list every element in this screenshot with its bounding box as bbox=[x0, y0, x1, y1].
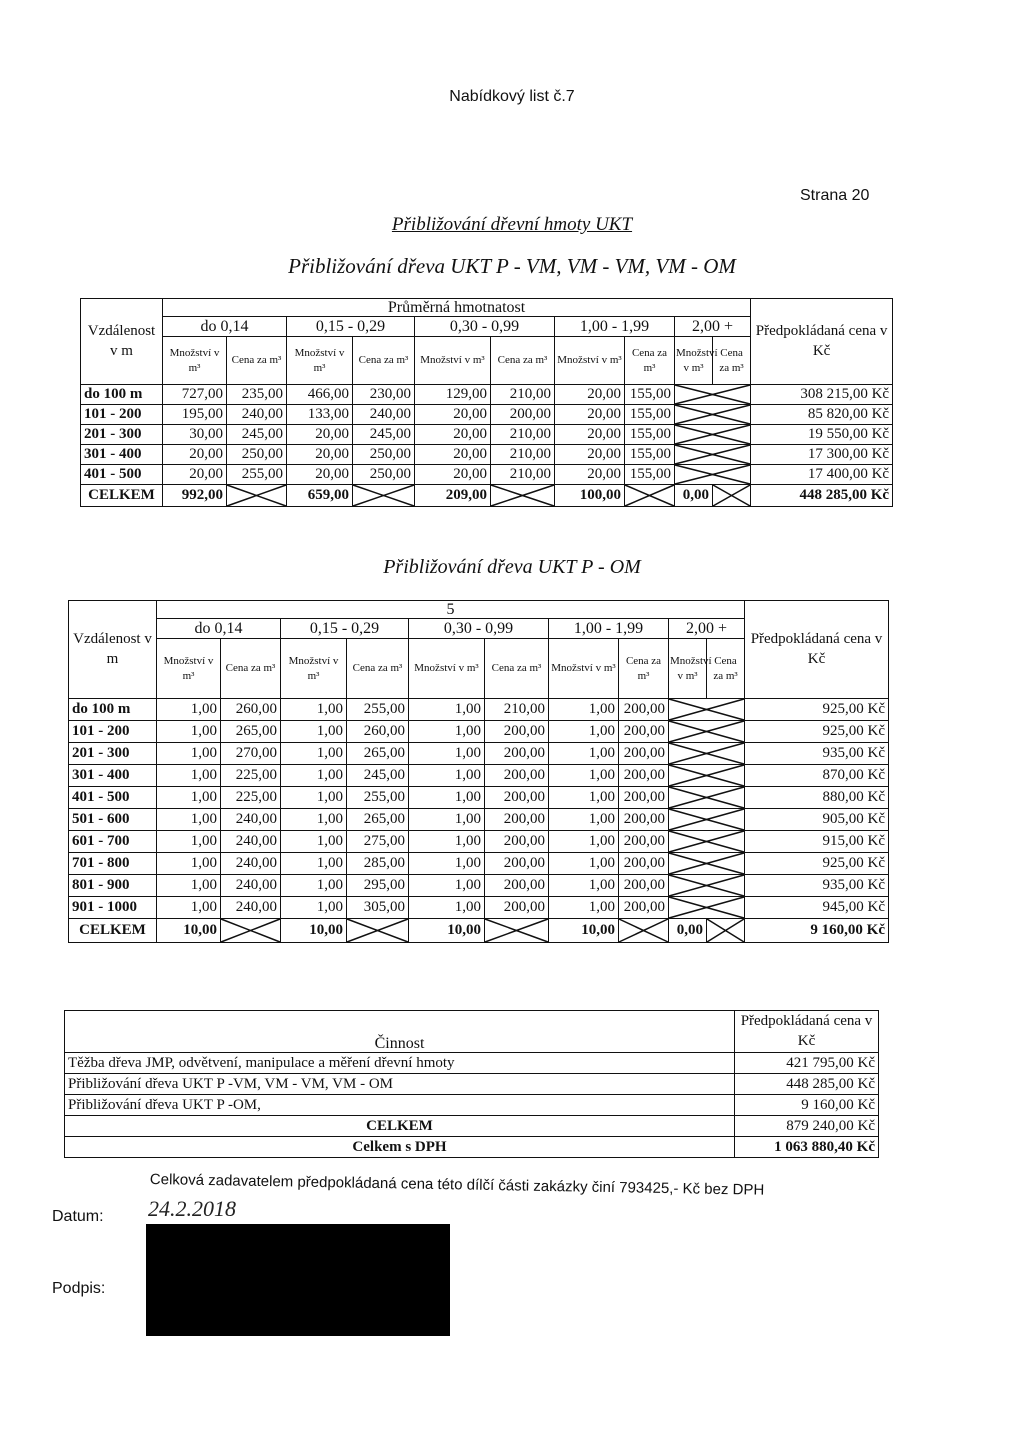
celkem-label: CELKEM bbox=[69, 919, 157, 943]
price-cell: 265,00 bbox=[347, 809, 409, 831]
quantity-cell: 129,00 bbox=[415, 385, 491, 405]
table-row bbox=[81, 425, 893, 445]
price-cell: 200,00 bbox=[619, 897, 669, 919]
quantity-cell: 466,00 bbox=[287, 385, 353, 405]
price-cell: 200,00 bbox=[619, 787, 669, 809]
summary-row-label: Těžba dřeva JMP, odvětvení, manipulace a měření dřevní hmoty bbox=[65, 1053, 735, 1074]
distance-cell: 501 - 600 bbox=[69, 809, 157, 831]
empty-cell-cross bbox=[675, 425, 751, 445]
celkem-label: CELKEM bbox=[81, 485, 163, 507]
quantity-cell: 1,00 bbox=[281, 743, 347, 765]
summary-row bbox=[65, 1095, 879, 1116]
quantity-cell: 1,00 bbox=[549, 875, 619, 897]
summary-row bbox=[65, 1074, 879, 1095]
qty-header: Množství v m³ bbox=[409, 639, 485, 699]
price-cell: 260,00 bbox=[347, 721, 409, 743]
price-cell: 245,00 bbox=[347, 765, 409, 787]
class-header: do 0,14 bbox=[157, 619, 281, 639]
price-cell: 210,00 bbox=[491, 385, 555, 405]
price-cell: 260,00 bbox=[221, 699, 281, 721]
price-cell: 240,00 bbox=[221, 875, 281, 897]
qty-header: Množství v m³ bbox=[549, 639, 619, 699]
quantity-cell: 1,00 bbox=[157, 831, 221, 853]
quantity-cell: 727,00 bbox=[163, 385, 227, 405]
table-row bbox=[69, 765, 889, 787]
price-cell: 200,00 bbox=[619, 765, 669, 787]
qty-header: Množství v m³ bbox=[281, 639, 347, 699]
table-row bbox=[69, 743, 889, 765]
price-header: Cena za m³ bbox=[707, 639, 745, 699]
quantity-cell: 20,00 bbox=[555, 445, 625, 465]
price-cell: 225,00 bbox=[221, 787, 281, 809]
price-cell: 270,00 bbox=[221, 743, 281, 765]
price-cell: 240,00 bbox=[227, 405, 287, 425]
redacted-signature-block bbox=[146, 1224, 450, 1336]
quantity-cell: 20,00 bbox=[287, 465, 353, 485]
summary-price-header: Předpokládaná cena v Kč bbox=[735, 1011, 879, 1053]
empty-cell-cross bbox=[669, 765, 745, 787]
quantity-cell: 1,00 bbox=[157, 765, 221, 787]
page-number: Strana 20 bbox=[800, 187, 870, 204]
empty-cell-cross bbox=[619, 919, 669, 943]
total-cell: 17 400,00 Kč bbox=[751, 465, 893, 485]
total-cell: 945,00 Kč bbox=[745, 897, 889, 919]
datum-label: Datum: bbox=[52, 1208, 104, 1225]
price-cell: 305,00 bbox=[347, 897, 409, 919]
summary-row-label: Přibližování dřeva UKT P -VM, VM - VM, VM - OM bbox=[65, 1074, 735, 1095]
empty-cell-cross bbox=[347, 919, 409, 943]
total-cell: 308 215,00 Kč bbox=[751, 385, 893, 405]
qty-header: Množství v m³ bbox=[157, 639, 221, 699]
quantity-cell: 20,00 bbox=[287, 425, 353, 445]
quantity-cell: 20,00 bbox=[415, 405, 491, 425]
price-cell: 200,00 bbox=[619, 743, 669, 765]
price-note: Celková zadavatelem předpokládaná cena této dílčí části zakázky činí 793425,- Kč bez DPH bbox=[149, 1171, 765, 1199]
celkem-quantity: 209,00 bbox=[415, 485, 491, 507]
price-cell: 275,00 bbox=[347, 831, 409, 853]
celkem-quantity: 10,00 bbox=[157, 919, 221, 943]
price-cell: 245,00 bbox=[353, 425, 415, 445]
price-cell: 240,00 bbox=[353, 405, 415, 425]
quantity-cell: 1,00 bbox=[409, 787, 485, 809]
price-cell: 235,00 bbox=[227, 385, 287, 405]
price-cell: 255,00 bbox=[227, 465, 287, 485]
empty-cell-cross bbox=[707, 919, 745, 943]
total-cell: 935,00 Kč bbox=[745, 875, 889, 897]
price-cell: 240,00 bbox=[221, 831, 281, 853]
quantity-cell: 1,00 bbox=[281, 875, 347, 897]
distance-cell: 101 - 200 bbox=[69, 721, 157, 743]
distance-cell: 801 - 900 bbox=[69, 875, 157, 897]
empty-cell-cross bbox=[669, 787, 745, 809]
total-cell: 17 300,00 Kč bbox=[751, 445, 893, 465]
empty-cell-cross bbox=[485, 919, 549, 943]
celkem-quantity: 0,00 bbox=[669, 919, 707, 943]
price-header: Cena za m³ bbox=[347, 639, 409, 699]
price-cell: 155,00 bbox=[625, 405, 675, 425]
quantity-cell: 1,00 bbox=[281, 721, 347, 743]
empty-cell-cross bbox=[675, 385, 751, 405]
price-cell: 200,00 bbox=[485, 897, 549, 919]
empty-cell-cross bbox=[491, 485, 555, 507]
celkem-quantity: 0,00 bbox=[675, 485, 713, 507]
table2-subtitle: Přibližování dřeva UKT P - OM bbox=[383, 556, 641, 578]
price-cell: 240,00 bbox=[221, 809, 281, 831]
class-header: 0,30 - 0,99 bbox=[409, 619, 549, 639]
distance-cell: 401 - 500 bbox=[81, 465, 163, 485]
distance-cell: 901 - 1000 bbox=[69, 897, 157, 919]
price-cell: 200,00 bbox=[619, 809, 669, 831]
celkem-quantity: 992,00 bbox=[163, 485, 227, 507]
quantity-cell: 20,00 bbox=[415, 425, 491, 445]
quantity-cell: 1,00 bbox=[409, 699, 485, 721]
distance-cell: 201 - 300 bbox=[81, 425, 163, 445]
price-cell: 155,00 bbox=[625, 425, 675, 445]
quantity-cell: 1,00 bbox=[157, 743, 221, 765]
quantity-cell: 1,00 bbox=[409, 743, 485, 765]
distance-cell: do 100 m bbox=[81, 385, 163, 405]
price-header: Cena za m³ bbox=[353, 337, 415, 385]
distance-cell: 301 - 400 bbox=[69, 765, 157, 787]
distance-cell: do 100 m bbox=[69, 699, 157, 721]
quantity-cell: 1,00 bbox=[281, 809, 347, 831]
class-header: 1,00 - 1,99 bbox=[549, 619, 669, 639]
price-cell: 250,00 bbox=[353, 465, 415, 485]
class-header: 0,15 - 0,29 bbox=[287, 317, 415, 337]
price-cell: 200,00 bbox=[485, 787, 549, 809]
empty-cell-cross bbox=[713, 485, 751, 507]
quantity-cell: 1,00 bbox=[409, 875, 485, 897]
price-cell: 200,00 bbox=[485, 743, 549, 765]
price-cell: 210,00 bbox=[491, 445, 555, 465]
quantity-cell: 1,00 bbox=[409, 721, 485, 743]
price-cell: 200,00 bbox=[485, 875, 549, 897]
price-cell: 285,00 bbox=[347, 853, 409, 875]
empty-cell-cross bbox=[227, 485, 287, 507]
empty-cell-cross bbox=[669, 809, 745, 831]
price-cell: 250,00 bbox=[227, 445, 287, 465]
price-header: Cena za m³ bbox=[625, 337, 675, 385]
celkem-quantity: 10,00 bbox=[409, 919, 485, 943]
table1-subtitle: Přibližování dřeva UKT P - VM, VM - VM, VM - OM bbox=[288, 254, 736, 278]
table1 bbox=[80, 298, 893, 507]
quantity-cell: 1,00 bbox=[409, 765, 485, 787]
quantity-cell: 20,00 bbox=[555, 405, 625, 425]
distance-cell: 201 - 300 bbox=[69, 743, 157, 765]
qty-header: Množství v m³ bbox=[287, 337, 353, 385]
distance-cell: 401 - 500 bbox=[69, 787, 157, 809]
sheet-title: Nabídkový list č.7 bbox=[449, 88, 575, 105]
price-cell: 200,00 bbox=[485, 809, 549, 831]
total-cell: 915,00 Kč bbox=[745, 831, 889, 853]
quantity-cell: 20,00 bbox=[555, 465, 625, 485]
group-header: Průměrná hmotnatost bbox=[163, 299, 751, 317]
quantity-cell: 20,00 bbox=[163, 465, 227, 485]
quantity-cell: 1,00 bbox=[409, 809, 485, 831]
price-cell: 230,00 bbox=[353, 385, 415, 405]
price-cell: 200,00 bbox=[485, 765, 549, 787]
summary-table bbox=[64, 1010, 879, 1158]
table-row bbox=[69, 787, 889, 809]
celkem-quantity: 100,00 bbox=[555, 485, 625, 507]
empty-cell-cross bbox=[669, 875, 745, 897]
activity-header: Činnost bbox=[65, 1011, 735, 1053]
distance-cell: 301 - 400 bbox=[81, 445, 163, 465]
table-row bbox=[81, 385, 893, 405]
empty-cell-cross bbox=[221, 919, 281, 943]
quantity-cell: 20,00 bbox=[163, 445, 227, 465]
quantity-cell: 1,00 bbox=[281, 831, 347, 853]
quantity-cell: 1,00 bbox=[281, 787, 347, 809]
quantity-cell: 1,00 bbox=[549, 721, 619, 743]
table-row bbox=[69, 853, 889, 875]
celkem-quantity: 10,00 bbox=[281, 919, 347, 943]
distance-header: Vzdálenost v m bbox=[81, 299, 163, 385]
quantity-cell: 1,00 bbox=[281, 897, 347, 919]
class-header: 2,00 + bbox=[675, 317, 751, 337]
summary-row-label: Přibližování dřeva UKT P -OM, bbox=[65, 1095, 735, 1116]
celkem-total: 448 285,00 Kč bbox=[751, 485, 893, 507]
celkem-quantity: 659,00 bbox=[287, 485, 353, 507]
table-row bbox=[69, 721, 889, 743]
distance-cell: 601 - 700 bbox=[69, 831, 157, 853]
summary-row-value: 421 795,00 Kč bbox=[735, 1053, 879, 1074]
summary-celkem-value: 879 240,00 Kč bbox=[735, 1116, 879, 1137]
quantity-cell: 1,00 bbox=[549, 809, 619, 831]
total-header: Předpokládaná cena v Kč bbox=[745, 601, 889, 699]
empty-cell-cross bbox=[669, 699, 745, 721]
price-cell: 250,00 bbox=[353, 445, 415, 465]
empty-cell-cross bbox=[669, 831, 745, 853]
price-header: Cena za m³ bbox=[227, 337, 287, 385]
quantity-cell: 30,00 bbox=[163, 425, 227, 445]
price-cell: 200,00 bbox=[491, 405, 555, 425]
distance-cell: 101 - 200 bbox=[81, 405, 163, 425]
empty-cell-cross bbox=[669, 721, 745, 743]
quantity-cell: 1,00 bbox=[549, 897, 619, 919]
empty-cell-cross bbox=[675, 445, 751, 465]
price-cell: 265,00 bbox=[347, 743, 409, 765]
celkem-row bbox=[69, 919, 889, 943]
section-title: Přibližování dřevní hmoty UKT bbox=[391, 214, 633, 235]
total-cell: 880,00 Kč bbox=[745, 787, 889, 809]
price-cell: 200,00 bbox=[619, 699, 669, 721]
quantity-cell: 1,00 bbox=[549, 765, 619, 787]
price-cell: 155,00 bbox=[625, 385, 675, 405]
quantity-cell: 1,00 bbox=[549, 699, 619, 721]
table-row bbox=[69, 897, 889, 919]
quantity-cell: 1,00 bbox=[157, 875, 221, 897]
summary-row-value: 9 160,00 Kč bbox=[735, 1095, 879, 1116]
handwritten-date: 24.2.2018 bbox=[148, 1196, 236, 1221]
price-cell: 255,00 bbox=[347, 787, 409, 809]
quantity-cell: 1,00 bbox=[409, 853, 485, 875]
price-cell: 155,00 bbox=[625, 445, 675, 465]
empty-cell-cross bbox=[353, 485, 415, 507]
quantity-cell: 20,00 bbox=[555, 385, 625, 405]
quantity-cell: 1,00 bbox=[281, 765, 347, 787]
quantity-cell: 20,00 bbox=[287, 445, 353, 465]
quantity-cell: 1,00 bbox=[549, 853, 619, 875]
quantity-cell: 1,00 bbox=[157, 787, 221, 809]
class-header: do 0,14 bbox=[163, 317, 287, 337]
total-cell: 935,00 Kč bbox=[745, 743, 889, 765]
price-cell: 210,00 bbox=[491, 425, 555, 445]
quantity-cell: 1,00 bbox=[157, 721, 221, 743]
price-cell: 265,00 bbox=[221, 721, 281, 743]
price-cell: 240,00 bbox=[221, 853, 281, 875]
empty-cell-cross bbox=[669, 853, 745, 875]
table-row bbox=[81, 465, 893, 485]
total-cell: 925,00 Kč bbox=[745, 853, 889, 875]
table-row bbox=[81, 445, 893, 465]
price-header: Cena za m³ bbox=[619, 639, 669, 699]
price-cell: 200,00 bbox=[485, 831, 549, 853]
price-cell: 210,00 bbox=[485, 699, 549, 721]
quantity-cell: 1,00 bbox=[157, 853, 221, 875]
price-header: Cena za m³ bbox=[713, 337, 751, 385]
table-row bbox=[69, 809, 889, 831]
price-cell: 200,00 bbox=[619, 853, 669, 875]
total-cell: 925,00 Kč bbox=[745, 721, 889, 743]
price-cell: 240,00 bbox=[221, 897, 281, 919]
empty-cell-cross bbox=[625, 485, 675, 507]
quantity-cell: 1,00 bbox=[157, 809, 221, 831]
table-row bbox=[69, 831, 889, 853]
total-cell: 19 550,00 Kč bbox=[751, 425, 893, 445]
celkem-quantity: 10,00 bbox=[549, 919, 619, 943]
table2 bbox=[68, 600, 889, 943]
price-cell: 245,00 bbox=[227, 425, 287, 445]
summary-dph-value: 1 063 880,40 Kč bbox=[735, 1137, 879, 1158]
price-header: Cena za m³ bbox=[485, 639, 549, 699]
price-cell: 200,00 bbox=[619, 875, 669, 897]
price-cell: 225,00 bbox=[221, 765, 281, 787]
class-header: 2,00 + bbox=[669, 619, 745, 639]
quantity-cell: 1,00 bbox=[549, 787, 619, 809]
quantity-cell: 1,00 bbox=[409, 831, 485, 853]
summary-row bbox=[65, 1053, 879, 1074]
total-cell: 925,00 Kč bbox=[745, 699, 889, 721]
quantity-cell: 195,00 bbox=[163, 405, 227, 425]
empty-cell-cross bbox=[669, 897, 745, 919]
price-cell: 200,00 bbox=[619, 721, 669, 743]
price-header: Cena za m³ bbox=[221, 639, 281, 699]
class-header: 0,15 - 0,29 bbox=[281, 619, 409, 639]
distance-header: Vzdálenost v m bbox=[69, 601, 157, 699]
celkem-row bbox=[81, 485, 893, 507]
quantity-cell: 133,00 bbox=[287, 405, 353, 425]
table-row bbox=[69, 875, 889, 897]
summary-celkem-label: CELKEM bbox=[65, 1116, 735, 1137]
price-cell: 210,00 bbox=[491, 465, 555, 485]
quantity-cell: 1,00 bbox=[157, 699, 221, 721]
quantity-cell: 1,00 bbox=[549, 831, 619, 853]
total-cell: 85 820,00 Kč bbox=[751, 405, 893, 425]
quantity-cell: 1,00 bbox=[281, 699, 347, 721]
summary-dph-label: Celkem s DPH bbox=[65, 1137, 735, 1158]
table-row bbox=[69, 699, 889, 721]
quantity-cell: 1,00 bbox=[409, 897, 485, 919]
celkem-total: 9 160,00 Kč bbox=[745, 919, 889, 943]
qty-header: Množství v m³ bbox=[415, 337, 491, 385]
quantity-cell: 1,00 bbox=[549, 743, 619, 765]
qty-header: Množství v m³ bbox=[675, 337, 713, 385]
distance-cell: 701 - 800 bbox=[69, 853, 157, 875]
total-cell: 905,00 Kč bbox=[745, 809, 889, 831]
price-cell: 295,00 bbox=[347, 875, 409, 897]
qty-header: Množství v m³ bbox=[669, 639, 707, 699]
empty-cell-cross bbox=[669, 743, 745, 765]
price-cell: 155,00 bbox=[625, 465, 675, 485]
price-cell: 255,00 bbox=[347, 699, 409, 721]
quantity-cell: 1,00 bbox=[281, 853, 347, 875]
qty-header: Množství v m³ bbox=[163, 337, 227, 385]
podpis-label: Podpis: bbox=[52, 1280, 106, 1297]
quantity-cell: 20,00 bbox=[415, 465, 491, 485]
empty-cell-cross bbox=[675, 405, 751, 425]
price-cell: 200,00 bbox=[619, 831, 669, 853]
quantity-cell: 20,00 bbox=[415, 445, 491, 465]
price-cell: 200,00 bbox=[485, 853, 549, 875]
empty-cell-cross bbox=[675, 465, 751, 485]
summary-row-value: 448 285,00 Kč bbox=[735, 1074, 879, 1095]
quantity-cell: 1,00 bbox=[157, 897, 221, 919]
price-header: Cena za m³ bbox=[491, 337, 555, 385]
price-cell: 200,00 bbox=[485, 721, 549, 743]
class-header: 1,00 - 1,99 bbox=[555, 317, 675, 337]
group-header: 5 bbox=[157, 601, 745, 619]
table-row bbox=[81, 405, 893, 425]
total-header: Předpokládaná cena v Kč bbox=[751, 299, 893, 385]
qty-header: Množství v m³ bbox=[555, 337, 625, 385]
quantity-cell: 20,00 bbox=[555, 425, 625, 445]
total-cell: 870,00 Kč bbox=[745, 765, 889, 787]
class-header: 0,30 - 0,99 bbox=[415, 317, 555, 337]
